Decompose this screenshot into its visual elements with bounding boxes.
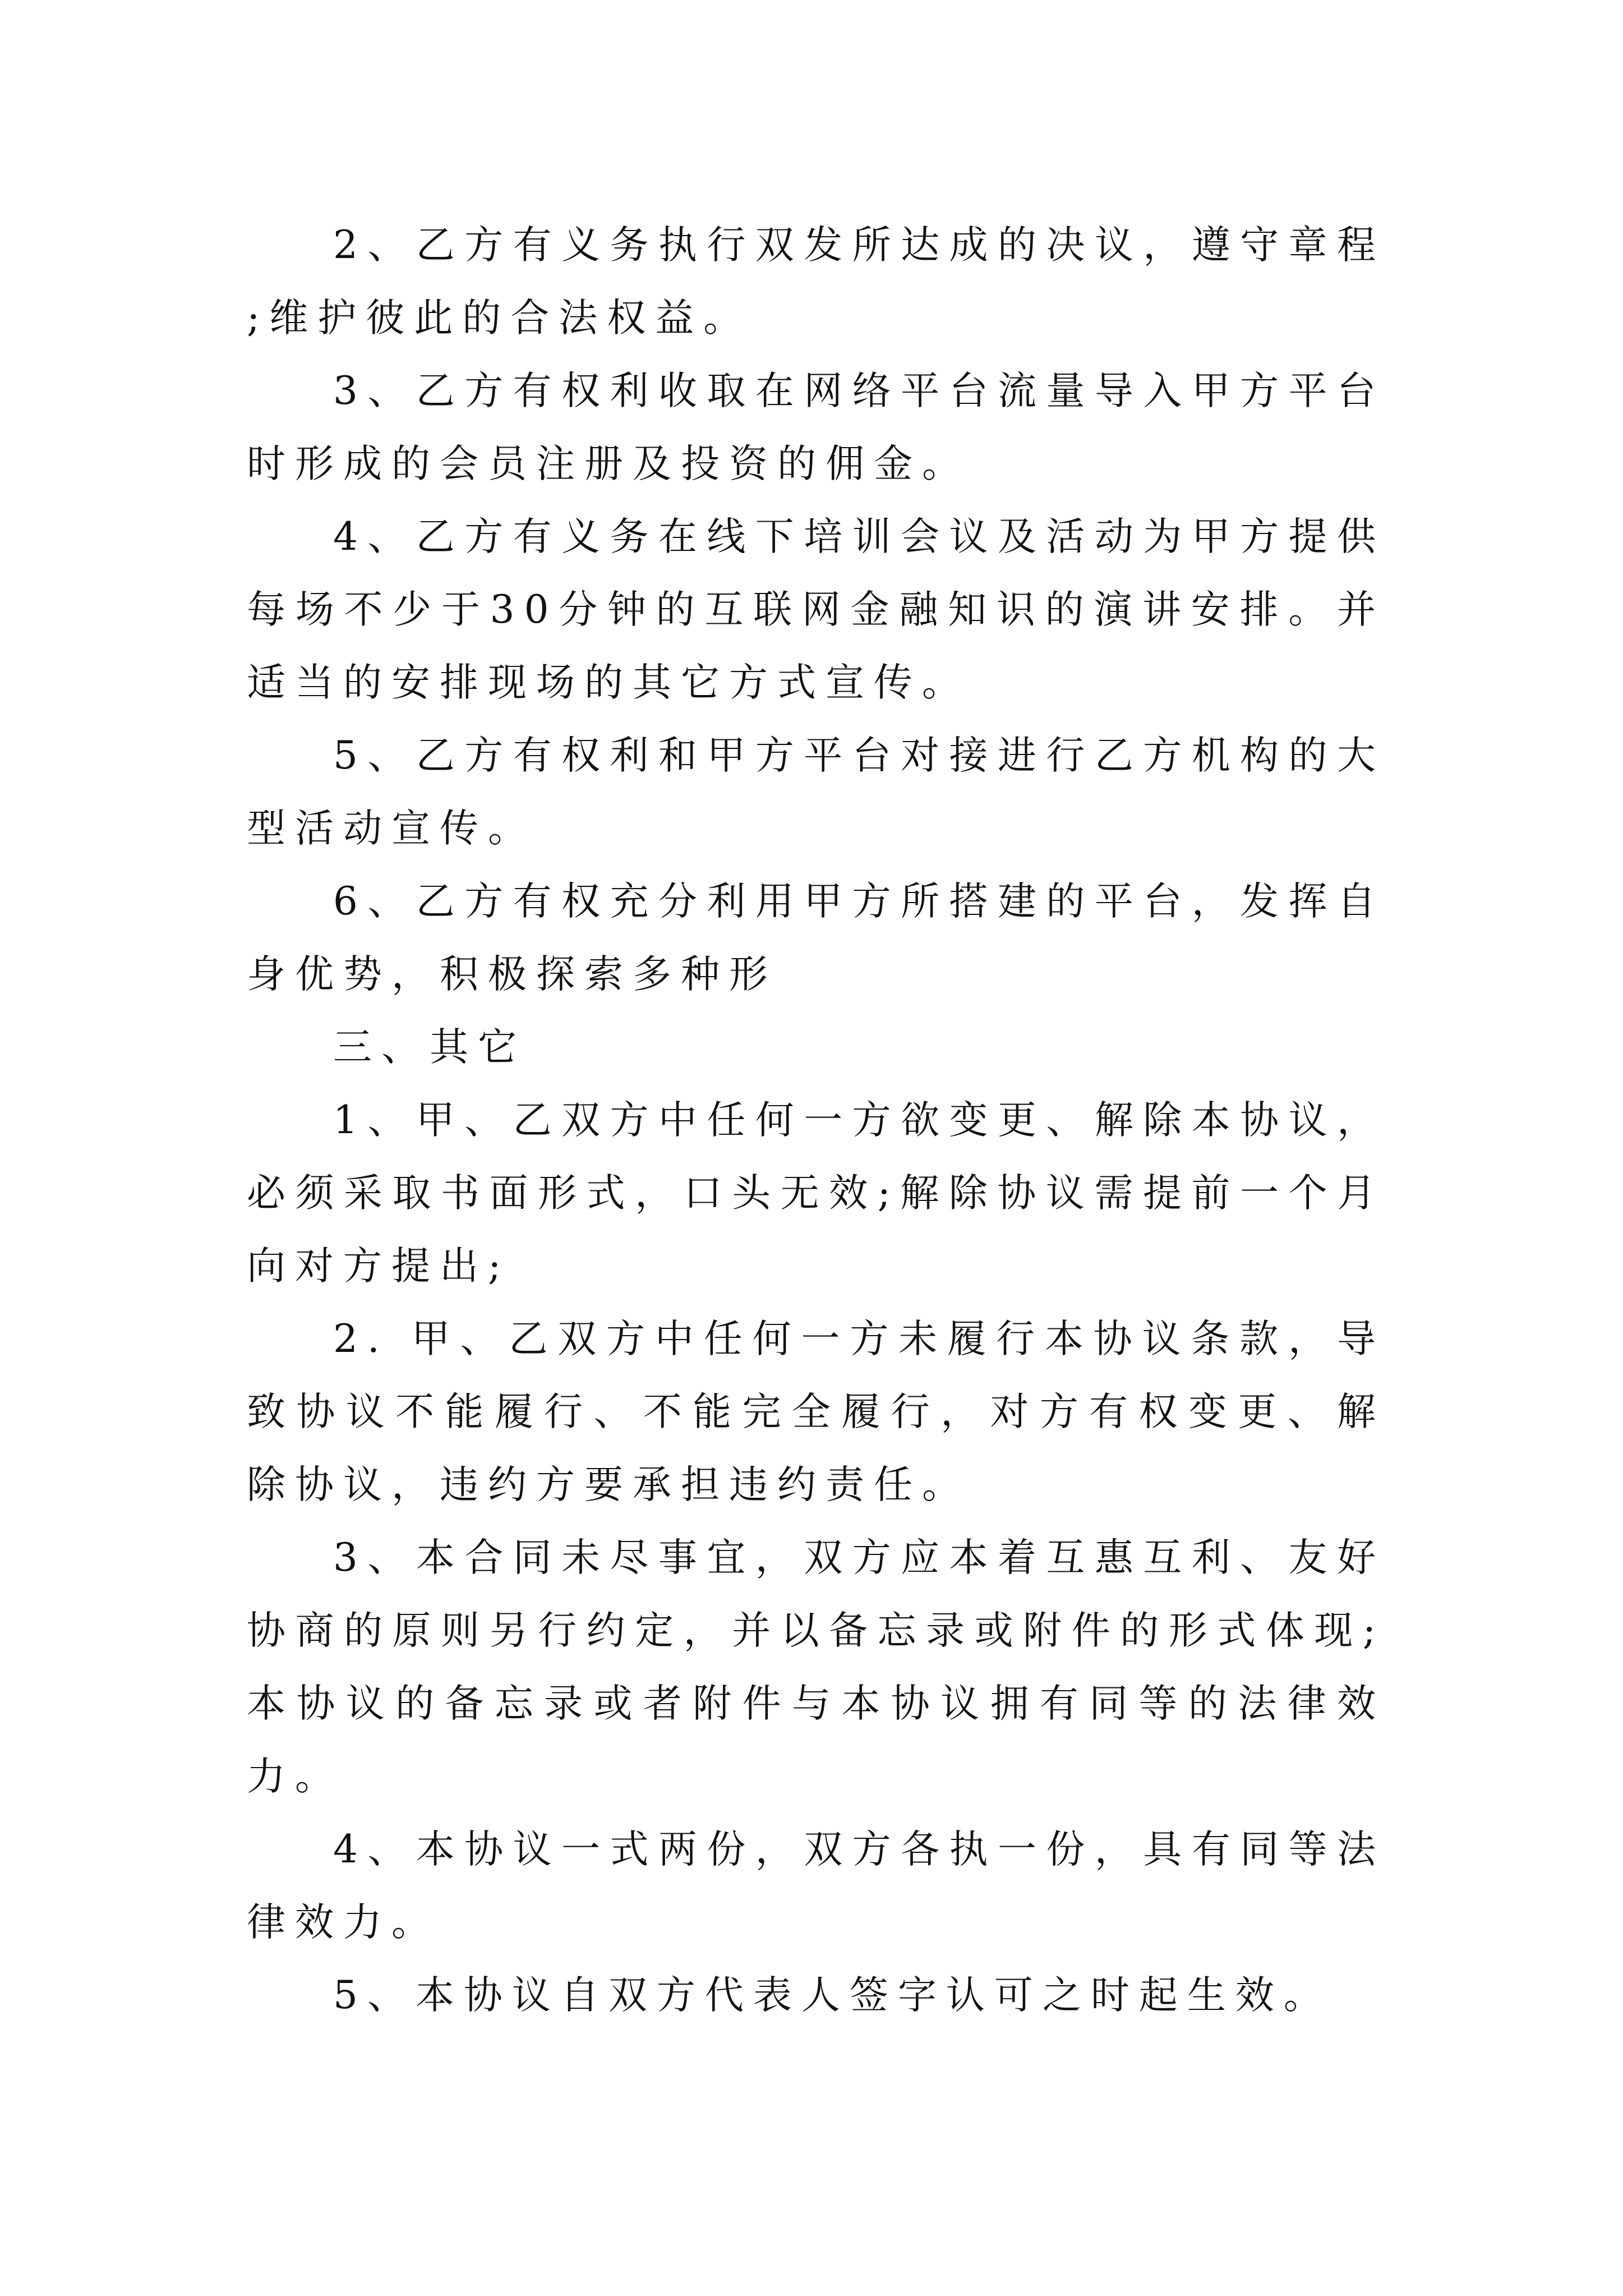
other-clause-5-effective: 5、本协议自双方代表人签字认可之时起生效。 <box>333 1973 1332 2018</box>
clause-2-obligation: 2、乙方有义务执行双发所达成的决议，遵守章程;维护彼此的合法权益。 <box>247 223 1385 341</box>
other-clause-1-change: 1、甲、乙双方中任何一方欲变更、解除本协议，必须采取书面形式，口头无效;解除协议需提前一个月向对方提出; <box>247 1098 1385 1289</box>
clause-5-promotion: 5、乙方有权利和甲方平台对接进行乙方机构的大型活动宣传。 <box>247 733 1385 851</box>
clause-3-commission: 3、乙方有权利收取在网络平台流量导入甲方平台时形成的会员注册及投资的佣金。 <box>247 369 1385 486</box>
clause-6-platform: 6、乙方有权充分利用甲方所搭建的平台，发挥自身优势，积极探索多种形 <box>247 879 1385 997</box>
other-clause-4-copies: 4、本协议一式两份，双方各执一份，具有同等法律效力。 <box>247 1827 1385 1945</box>
other-clause-3-matters: 3、本合同未尽事宜，双方应本着互惠互利、友好协商的原则另行约定，并以备忘录或附件的形式体现;本协议的备忘录或者附件与本协议拥有同等的法律效力。 <box>247 1535 1385 1799</box>
other-clause-2-breach: 2. 甲、乙双方中任何一方未履行本协议条款，导致协议不能履行、不能完全履行，对方有权变更、解除协议，违约方要承担违约责任。 <box>247 1317 1385 1507</box>
clause-4-training: 4、乙方有义务在线下培训会议及活动为甲方提供每场不少于30分钟的互联网金融知识的演讲安排。并适当的安排现场的其它方式宣传。 <box>247 514 1385 705</box>
document-body <box>247 209 1385 2032</box>
section-heading-other: 三、其它 <box>333 1025 526 1070</box>
